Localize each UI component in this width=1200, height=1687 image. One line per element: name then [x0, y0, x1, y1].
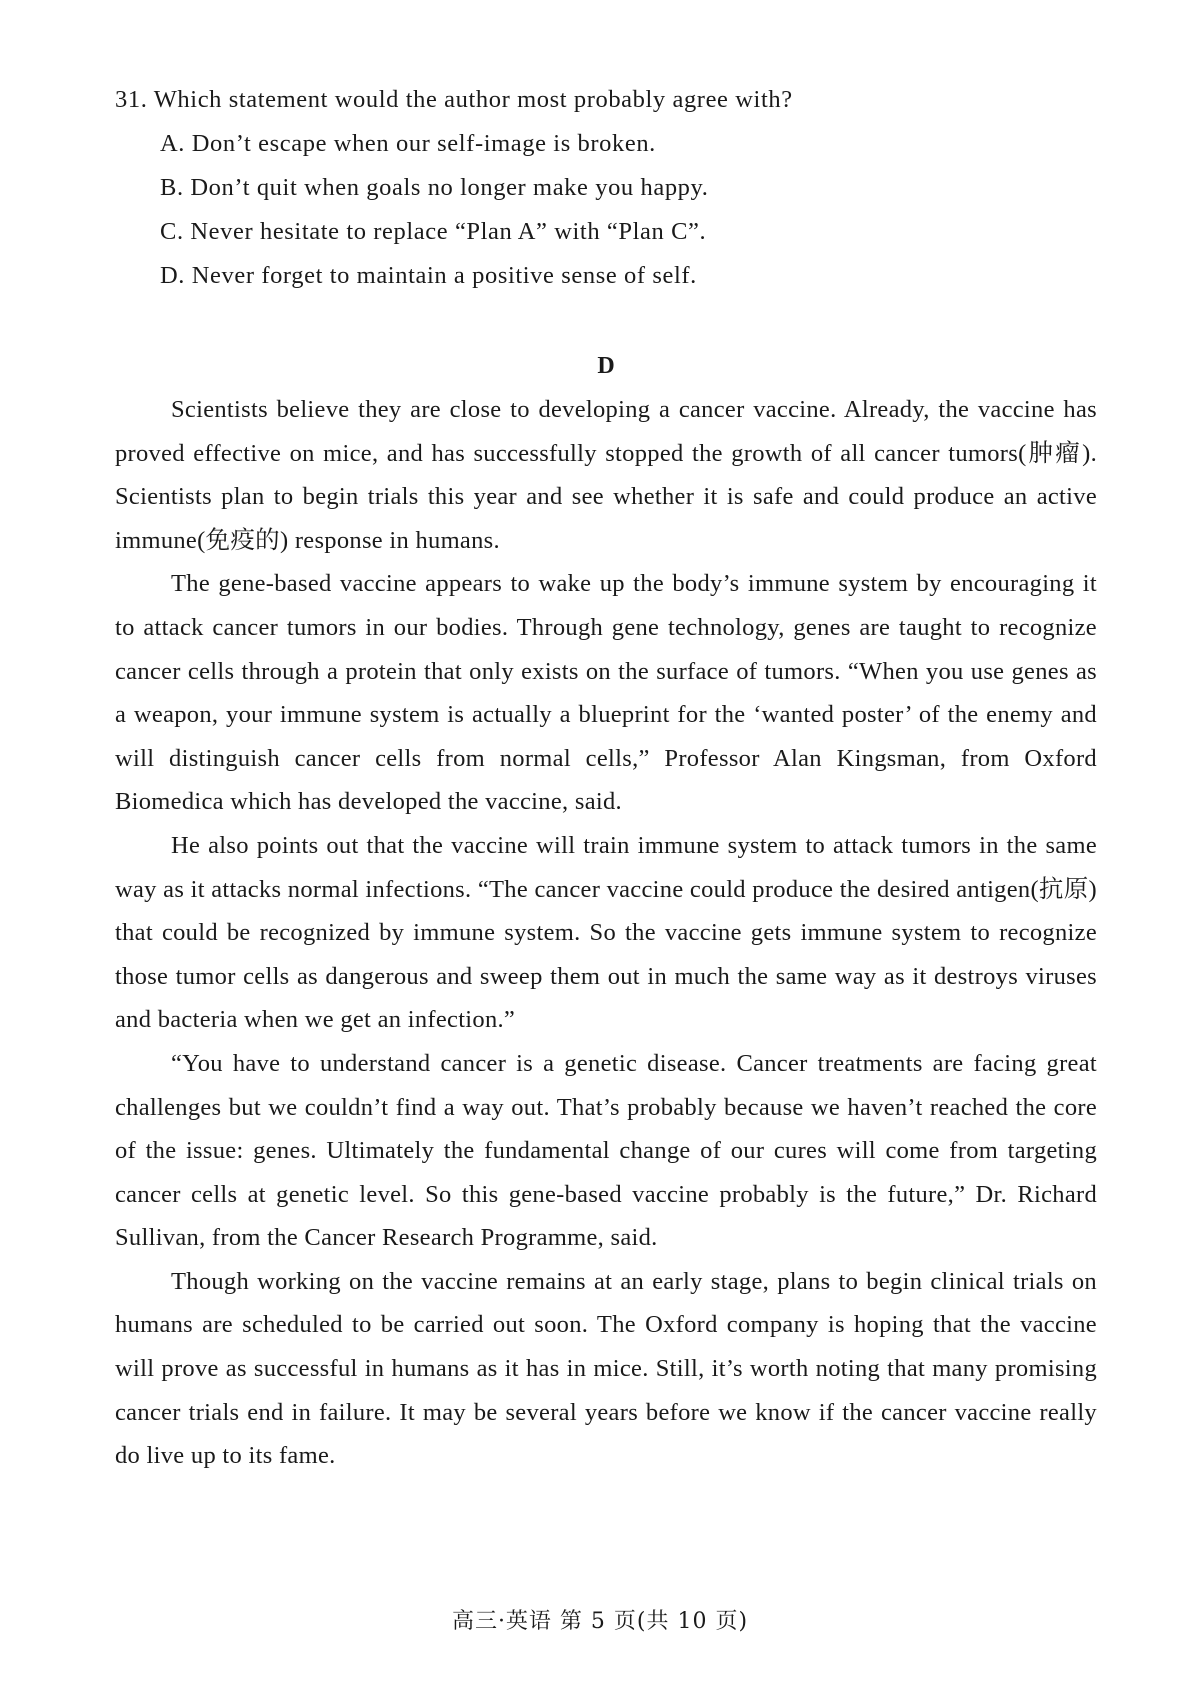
reading-passage	[115, 388, 1097, 1478]
page-footer: 高三·英语 第 5 页(共 10 页)	[451, 1609, 749, 1634]
question-31	[115, 78, 1097, 298]
question-stem: 31. Which statement would the author most probably agree with?	[115, 86, 793, 113]
exam-page	[115, 78, 1097, 1478]
passage-paragraph-5: Though working on the vaccine remains at an early stage, plans to begin clinical trials on humans are scheduled to be carried out soon. The Oxford company is hoping that the vaccine will prove as successful in humans as it has in mice. Still, it’s worth noting that many promising cancer trials end in failure. It may be several years before we know if the cancer vaccine really do live up to its fame.	[115, 1267, 1097, 1470]
passage-paragraph-4: “You have to understand cancer is a genetic disease. Cancer treatments are facing great challenges but we couldn’t find a way out. That’s probably because we haven’t reached the core of the issue: genes. Ultimately the fundamental change of our cures will come from targeting cancer cells at genetic level. So this gene-based vaccine probably is the future,” Dr. Richard Sullivan, from the Cancer Research Programme, said.	[115, 1049, 1097, 1252]
option-a: A. Don’t escape when our self-image is broken.	[160, 130, 656, 157]
passage-paragraph-1: Scientists believe they are close to developing a cancer vaccine. Already, the vaccine has proved effective on mice, and has successfully stopped the growth of all cancer tumors(肿瘤). Scientists plan to begin trials this year and see whether it is safe and could produce an active immune(免疫的) response in humans.	[115, 396, 1097, 554]
passage-paragraph-2: The gene-based vaccine appears to wake up the body’s immune system by encouraging it to attack cancer tumors in our bodies. Through gene technology, genes are taught to recognize cancer cells through a protein that only exists on the surface of tumors. “When you use genes as a weapon, your immune system is actually a blueprint for the ‘wanted poster’ of the enemy and will distinguish cancer cells from normal cells,” Professor Alan Kingsman, from Oxford Biomedica which has developed the vaccine, said.	[115, 570, 1097, 816]
option-b: B. Don’t quit when goals no longer make you happy.	[160, 174, 709, 201]
section-title: D	[597, 353, 615, 379]
answer-options	[115, 122, 1097, 298]
passage-paragraph-3: He also points out that the vaccine will train immune system to attack tumors in the same way as it attacks normal infections. “The cancer vaccine could produce the desired antigen(抗原) that could be recognized by immune system. So the vaccine gets immune system to recognize those tumor cells as dangerous and sweep them out in much the same way as it destroys viruses and bacteria when we get an infection.”	[115, 831, 1097, 1034]
option-d: D. Never forget to maintain a positive sense of self.	[160, 262, 697, 289]
option-c: C. Never hesitate to replace “Plan A” with “Plan C”.	[160, 218, 707, 245]
